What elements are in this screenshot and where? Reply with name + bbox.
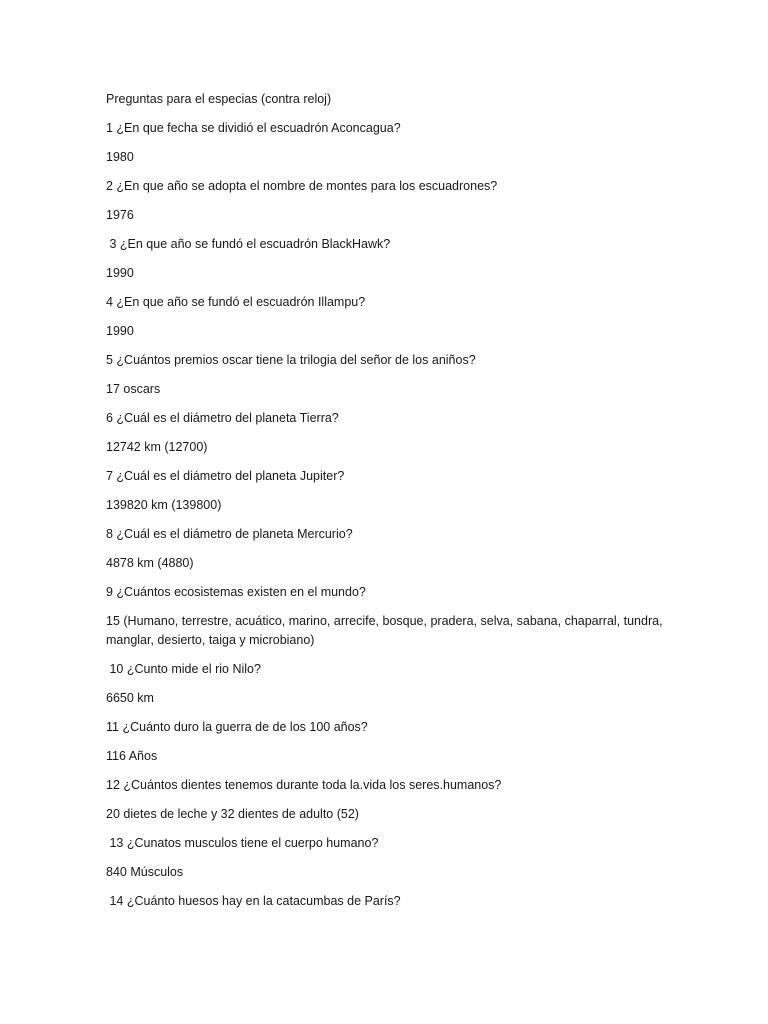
answer-11: 116 Años (106, 749, 158, 763)
question-5: 5 ¿Cuántos premios oscar tiene la trilogia del señor de los aniños? (106, 353, 476, 367)
question-4: 4 ¿En que año se fundó el escuadrón Illampu? (106, 295, 366, 309)
question-11: 11 ¿Cuánto duro la guerra de de los 100 años? (106, 720, 368, 734)
question-3: 3 ¿En que año se fundó el escuadrón BlackHawk? (106, 237, 391, 251)
document-title: Preguntas para el especias (contra reloj) (106, 92, 332, 106)
answer-5: 17 oscars (106, 382, 161, 396)
answer-9: 15 (Humano, terrestre, acuático, marino, arrecife, bosque, pradera, selva, sabana, chaparral, tundra, manglar, desierto, taiga y microbiano) (106, 614, 663, 647)
answer-3: 1990 (106, 266, 134, 280)
question-9: 9 ¿Cuántos ecosistemas existen en el mundo? (106, 585, 366, 599)
document-page (106, 90, 706, 921)
answer-1: 1980 (106, 150, 134, 164)
answer-4: 1990 (106, 324, 134, 338)
question-13: 13 ¿Cunatos musculos tiene el cuerpo humano? (106, 836, 379, 850)
question-12: 12 ¿Cuántos dientes tenemos durante toda la.vida los seres.humanos? (106, 778, 502, 792)
question-7: 7 ¿Cuál es el diámetro del planeta Jupiter? (106, 469, 345, 483)
question-6: 6 ¿Cuál es el diámetro del planeta Tierra? (106, 411, 339, 425)
answer-7: 139820 km (139800) (106, 498, 222, 512)
answer-6: 12742 km (12700) (106, 440, 208, 454)
answer-8: 4878 km (4880) (106, 556, 194, 570)
answer-12: 20 dietes de leche y 32 dientes de adulto (52) (106, 807, 359, 821)
question-8: 8 ¿Cuál es el diámetro de planeta Mercurio? (106, 527, 353, 541)
answer-2: 1976 (106, 208, 134, 222)
answer-10: 6650 km (106, 691, 154, 705)
question-10: 10 ¿Cunto mide el rio Nilo? (106, 662, 261, 676)
question-14: 14 ¿Cuánto huesos hay en la catacumbas de París? (106, 894, 401, 908)
answer-13: 840 Músculos (106, 865, 184, 879)
question-2: 2 ¿En que año se adopta el nombre de montes para los escuadrones? (106, 179, 498, 193)
question-1: 1 ¿En que fecha se dividió el escuadrón Aconcagua? (106, 121, 401, 135)
